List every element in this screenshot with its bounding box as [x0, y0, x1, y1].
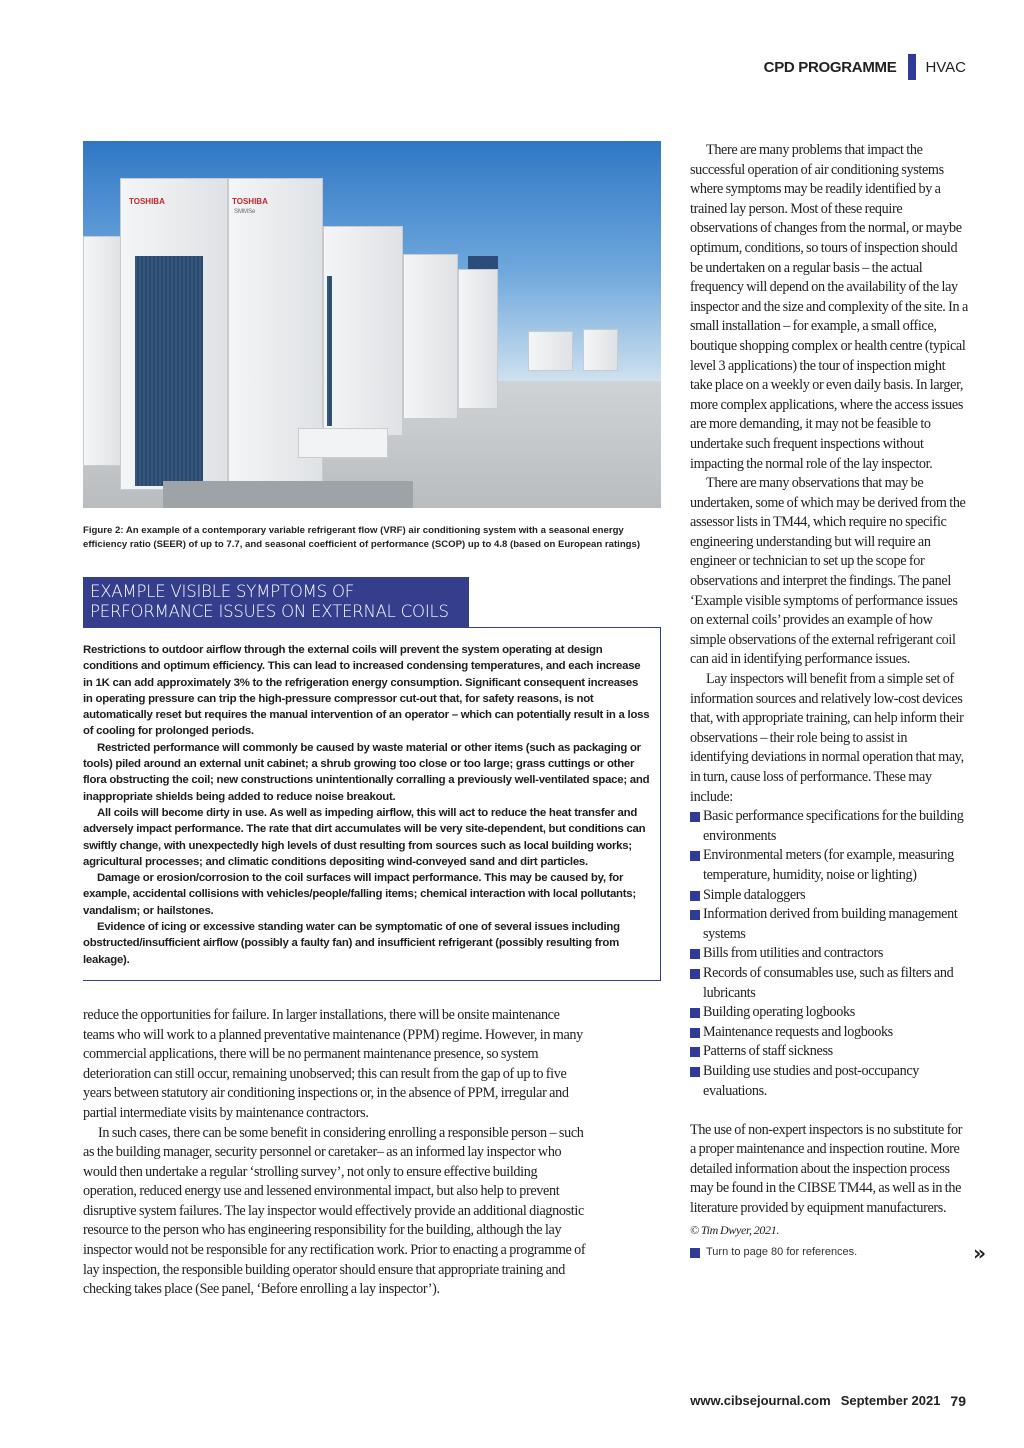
panel-paragraph: Evidence of icing or excessive standing water can be symptomatic of one of several issues including obstructed/insufficient airflow (possibly a faulty fan) and insufficient refrigerant (possibly resulting from leakage). [83, 921, 620, 966]
page-number: 79 [950, 1393, 966, 1409]
list-item-text: Simple dataloggers [703, 886, 806, 903]
bullet-square-icon [690, 812, 700, 822]
header-divider [908, 54, 916, 80]
body-paragraph: There are many observations that may be undertaken, some of which may be derived from the assessor lists in TM44, which require no specific engineering understanding but will require an engineer or technician to set up the scope for observations and interpret the findings. The panel ‘Example visible symptoms of performance issues on external coils’ provides an example of how simple observations of the external refrigerant coil can aid in identifying performance issues. [690, 475, 966, 668]
list-item-text: Environmental meters (for example, measuring temperature, humidity, noise or lighting) [703, 847, 954, 883]
panel-title [83, 577, 469, 627]
list-item-text: Building operating logbooks [703, 1004, 855, 1021]
list-item [690, 1042, 968, 1062]
panel-body [83, 642, 650, 968]
list-item-text: Maintenance requests and logbooks [703, 1023, 893, 1040]
list-item-text: Records of consumables use, such as filters and lubricants [703, 964, 954, 1001]
brand-logo: TOSHIBA [232, 197, 268, 206]
information-sources-list [690, 807, 968, 1101]
bullet-square-icon [690, 1067, 700, 1077]
outdoor-unit [528, 331, 573, 371]
outdoor-unit [323, 226, 403, 436]
left-column-text [83, 1006, 593, 1300]
outdoor-unit [583, 329, 618, 371]
references-text: Turn to page 80 for references. [706, 1246, 858, 1259]
vrf-system-photo [83, 141, 661, 508]
unit-base [298, 428, 388, 458]
references-note [690, 1241, 986, 1266]
outdoor-unit [403, 254, 458, 419]
footer-date: September 2021 [840, 1393, 941, 1408]
list-item-text: Basic performance specifications for the building environments [703, 808, 964, 844]
body-paragraph: Lay inspectors will benefit from a simple set of information sources and relatively low-cost devices that, with appropriate training, can help inform their observations – their role being to assist in identifying deviations in normal operation that may, in turn, cause loss of performance. These may include: [690, 671, 964, 805]
list-item-text: Bills from utilities and contractors [703, 945, 884, 962]
bullet-square-icon [690, 949, 700, 959]
panel-paragraph: Damage or erosion/corrosion to the coil surfaces will impact performance. This may be caused by, for example, accidental collisions with vehicles/people/falling items; chemical interaction with local pollutants; vandalism; or hailstones. [83, 872, 636, 917]
list-item [690, 807, 968, 846]
bullet-square-icon [690, 1028, 700, 1038]
brand-logo: TOSHIBA [129, 197, 165, 206]
panel-paragraph: All coils will become dirty in use. As well as impeding airflow, this will act to reduce the heat transfer and adversely impact performance. The rate that dirt accumulates will be very site-dependent, but conditions can swiftly change, with unexpectedly high levels of dust resulting from sources such as local building works; agricultural processes; and climatic conditions depositing wind-conveyed sand and dirt particles. [83, 806, 646, 868]
author-credit: © Tim Dwyer, 2021. [690, 1222, 779, 1237]
list-item [690, 886, 968, 906]
list-item [690, 1062, 968, 1101]
bullet-square-icon [690, 910, 700, 920]
list-item [690, 944, 968, 964]
page-footer [690, 1393, 966, 1409]
list-item [690, 846, 968, 885]
bullet-square-icon [690, 969, 700, 979]
topic-label: HVAC [925, 58, 966, 76]
section-label: CPD PROGRAMME [763, 58, 897, 76]
body-paragraph: The use of non-expert inspectors is no substitute for a proper maintenance and inspection routine. More detailed information about the inspection process may be found in the CIBSE TM44, as well as in the literature provided by equipment manufacturers. [690, 1121, 963, 1217]
bullet-square-icon [690, 851, 700, 861]
left-column-flow [83, 577, 661, 1300]
coil-panel [327, 276, 332, 426]
double-chevron-right-icon: » [973, 1241, 986, 1266]
outdoor-unit [83, 236, 123, 466]
bullet-square-icon [690, 1248, 700, 1258]
coil-panel [135, 256, 203, 486]
running-header [764, 54, 966, 80]
outdoor-unit [458, 269, 498, 409]
panel-border [83, 627, 661, 981]
panel-title-line: EXAMPLE VISIBLE SYMPTOMS OF [90, 582, 355, 601]
list-item [690, 964, 968, 1003]
footer-url: www.cibsejournal.com [690, 1393, 831, 1408]
panel-title-line: PERFORMANCE ISSUES ON EXTERNAL COILS [90, 602, 449, 621]
bullet-square-icon [690, 891, 700, 901]
body-paragraph: In such cases, there can be some benefit in considering enrolling a responsible person – such as the building manager, security personnel or caretaker– as an informed lay inspector who would then undertake a regular ‘strolling survey’, not only to ensure effective building operation, reduced energy use and lessened environmental impact, but also help to prevent disruptive system failures. The lay inspector would effectively provide an additional diagnostic resource to the person who has engineering responsibility for the building, although the lay inspector would not be responsible for any rectification work. Prior to enacting a programme of lay inspection, the responsible building operator should ensure that appropriate training and checking takes place (See panel, ‘Before enrolling a lay inspector’). [83, 1124, 586, 1298]
bullet-square-icon [690, 1047, 700, 1057]
list-item-text: Patterns of staff sickness [703, 1043, 833, 1060]
body-paragraph: There are many problems that impact the successful operation of air conditioning systems where symptoms may be readily identified by a trained lay person. Most of these require observations of changes from the normal, or maybe optimum, conditions, so tours of inspection should be undertaken on a regular basis – the actual frequency will depend on the availability of the lay inspector and the size and complexity of the site. In a small installation – for example, a small office, boutique shopping complex or health centre (typical level 3 applications) the tour of inspection might take place on a weekly or even daily basis. In larger, more complex applications, where the access issues are more demanding, it may not be feasible to undertake such frequent inspections without impacting the normal role of the lay inspector. [690, 142, 968, 472]
bullet-square-icon [690, 1008, 700, 1018]
list-item-text: Building use studies and post-occupancy evaluations. [703, 1062, 920, 1099]
model-label: SMMSe [234, 209, 256, 215]
list-item-text: Information derived from building management systems [703, 906, 958, 942]
body-paragraph: reduce the opportunities for failure. In larger installations, there will be onsite maintenance teams who will work to a planned preventative maintenance (PPM) regime. However, in many commercial applications, there will be no permanent maintenance presence, so system deterioration can still occur, remaining unobserved; this can result from the gap of up to five years between statutory air conditioning inspections or, in the absence of PPM, irregular and partial intermediate visits by maintenance contractors. [83, 1006, 583, 1121]
right-column-text [690, 141, 986, 1266]
figure-caption: Figure 2: An example of a contemporary variable refrigerant flow (VRF) air conditioning system with a seasonal energy efficiency ratio (SEER) of up to 7.7, and seasonal coefficient of performance (SCOP) up to 4.8 (based on European ratings) [83, 525, 641, 550]
list-item [690, 1023, 968, 1043]
list-item [690, 1003, 968, 1023]
panel-paragraph: Restricted performance will commonly be caused by waste material or other items (such as packaging or tools) piled around an external unit cabinet; a shrub growing too close or too large; grass cuttings or other flora obstructing the coil; new constructions unintentionally corralling a previously well-ventilated space; and inappropriate shields being added to reduce noise breakout. [83, 741, 650, 803]
list-item [690, 905, 968, 944]
panel-paragraph: Restrictions to outdoor airflow through the external coils will prevent the system operating at design conditions and optimum efficiency. This can lead to increased condensing temperatures, and each increase in 1K can add approximately 3% to the refrigeration energy consumption. Significant consequent increases in operating pressure can trip the high-pressure compressor cut-out that, for safety reasons, is not automatically reset but requires the manual intervention of an operator – which can potentially result in a loss of cooling for prolonged periods. [83, 644, 650, 738]
unit-plinth [163, 481, 413, 508]
